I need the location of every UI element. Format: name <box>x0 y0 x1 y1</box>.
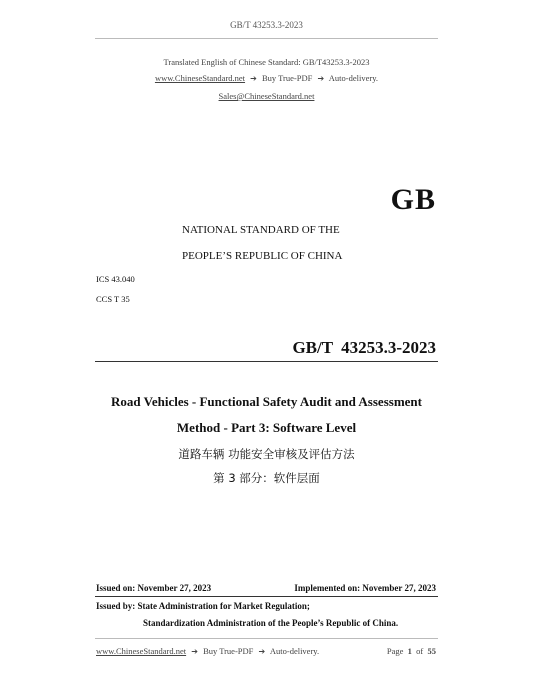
page-of: of <box>416 646 424 656</box>
implemented-date: Implemented on: November 27, 2023 <box>294 583 436 593</box>
issued-by-line2: Standardization Administration of the People’s Republic of China. <box>143 618 399 628</box>
standard-prefix: GB/T <box>292 338 334 357</box>
standard-number <box>292 338 436 358</box>
email-line <box>0 91 533 101</box>
translation-note-title: Translated English of Chinese Standard: GB/T43253.3-2023 <box>163 57 370 67</box>
gb-logo: GB <box>390 183 436 216</box>
page-total: 55 <box>427 646 436 656</box>
title-line2: Method - Part 3: Software Level <box>176 420 357 435</box>
site-link[interactable]: www.ChineseStandard.net <box>154 73 246 83</box>
ccs-code: CCS T 35 <box>96 294 130 304</box>
title-divider <box>95 361 438 362</box>
national-standard-line1: NATIONAL STANDARD OF THE <box>182 224 340 236</box>
page-label: Page <box>386 646 404 656</box>
issued-date: Issued on: November 27, 2023 <box>96 583 212 593</box>
footer-buy-text: Buy True-PDF <box>203 646 254 656</box>
footer-divider <box>95 638 438 639</box>
arrow-right-icon: ➔ <box>317 74 325 83</box>
arrow-right-icon: ➔ <box>258 647 266 656</box>
footer-links <box>96 646 319 656</box>
buy-pdf-text: Buy True-PDF <box>262 73 313 83</box>
page-header: GB/T 43253.3-2023 <box>230 20 303 30</box>
arrow-right-icon: ➔ <box>191 647 198 656</box>
footer-site-link[interactable]: www.ChineseStandard.net <box>96 646 187 656</box>
page-indicator <box>387 646 436 656</box>
standard-code: 43253.3-2023 <box>341 338 436 357</box>
auto-delivery-text: Auto-delivery. <box>328 73 379 83</box>
title-chinese-line2: 第 3 部分：软件层面 <box>213 471 320 485</box>
header-divider <box>95 38 438 39</box>
national-standard-line2: PEOPLE’S REPUBLIC OF CHINA <box>182 250 343 262</box>
page-number: 1 <box>407 646 412 656</box>
issued-by-line1: Issued by: State Administration for Market Regulation; <box>96 601 310 611</box>
email-link[interactable]: Sales@ChineseStandard.net <box>218 91 315 101</box>
arrow-right-icon: ➔ <box>250 74 257 83</box>
dates-divider <box>95 596 438 597</box>
translation-note-links <box>0 73 533 83</box>
title-line1: Road Vehicles - Functional Safety Audit and Assessment <box>111 394 422 409</box>
footer-delivery-text: Auto-delivery. <box>269 646 320 656</box>
title-chinese-line1: 道路车辆 功能安全审核及评估方法 <box>178 447 355 461</box>
ics-code: ICS 43.040 <box>96 274 135 284</box>
